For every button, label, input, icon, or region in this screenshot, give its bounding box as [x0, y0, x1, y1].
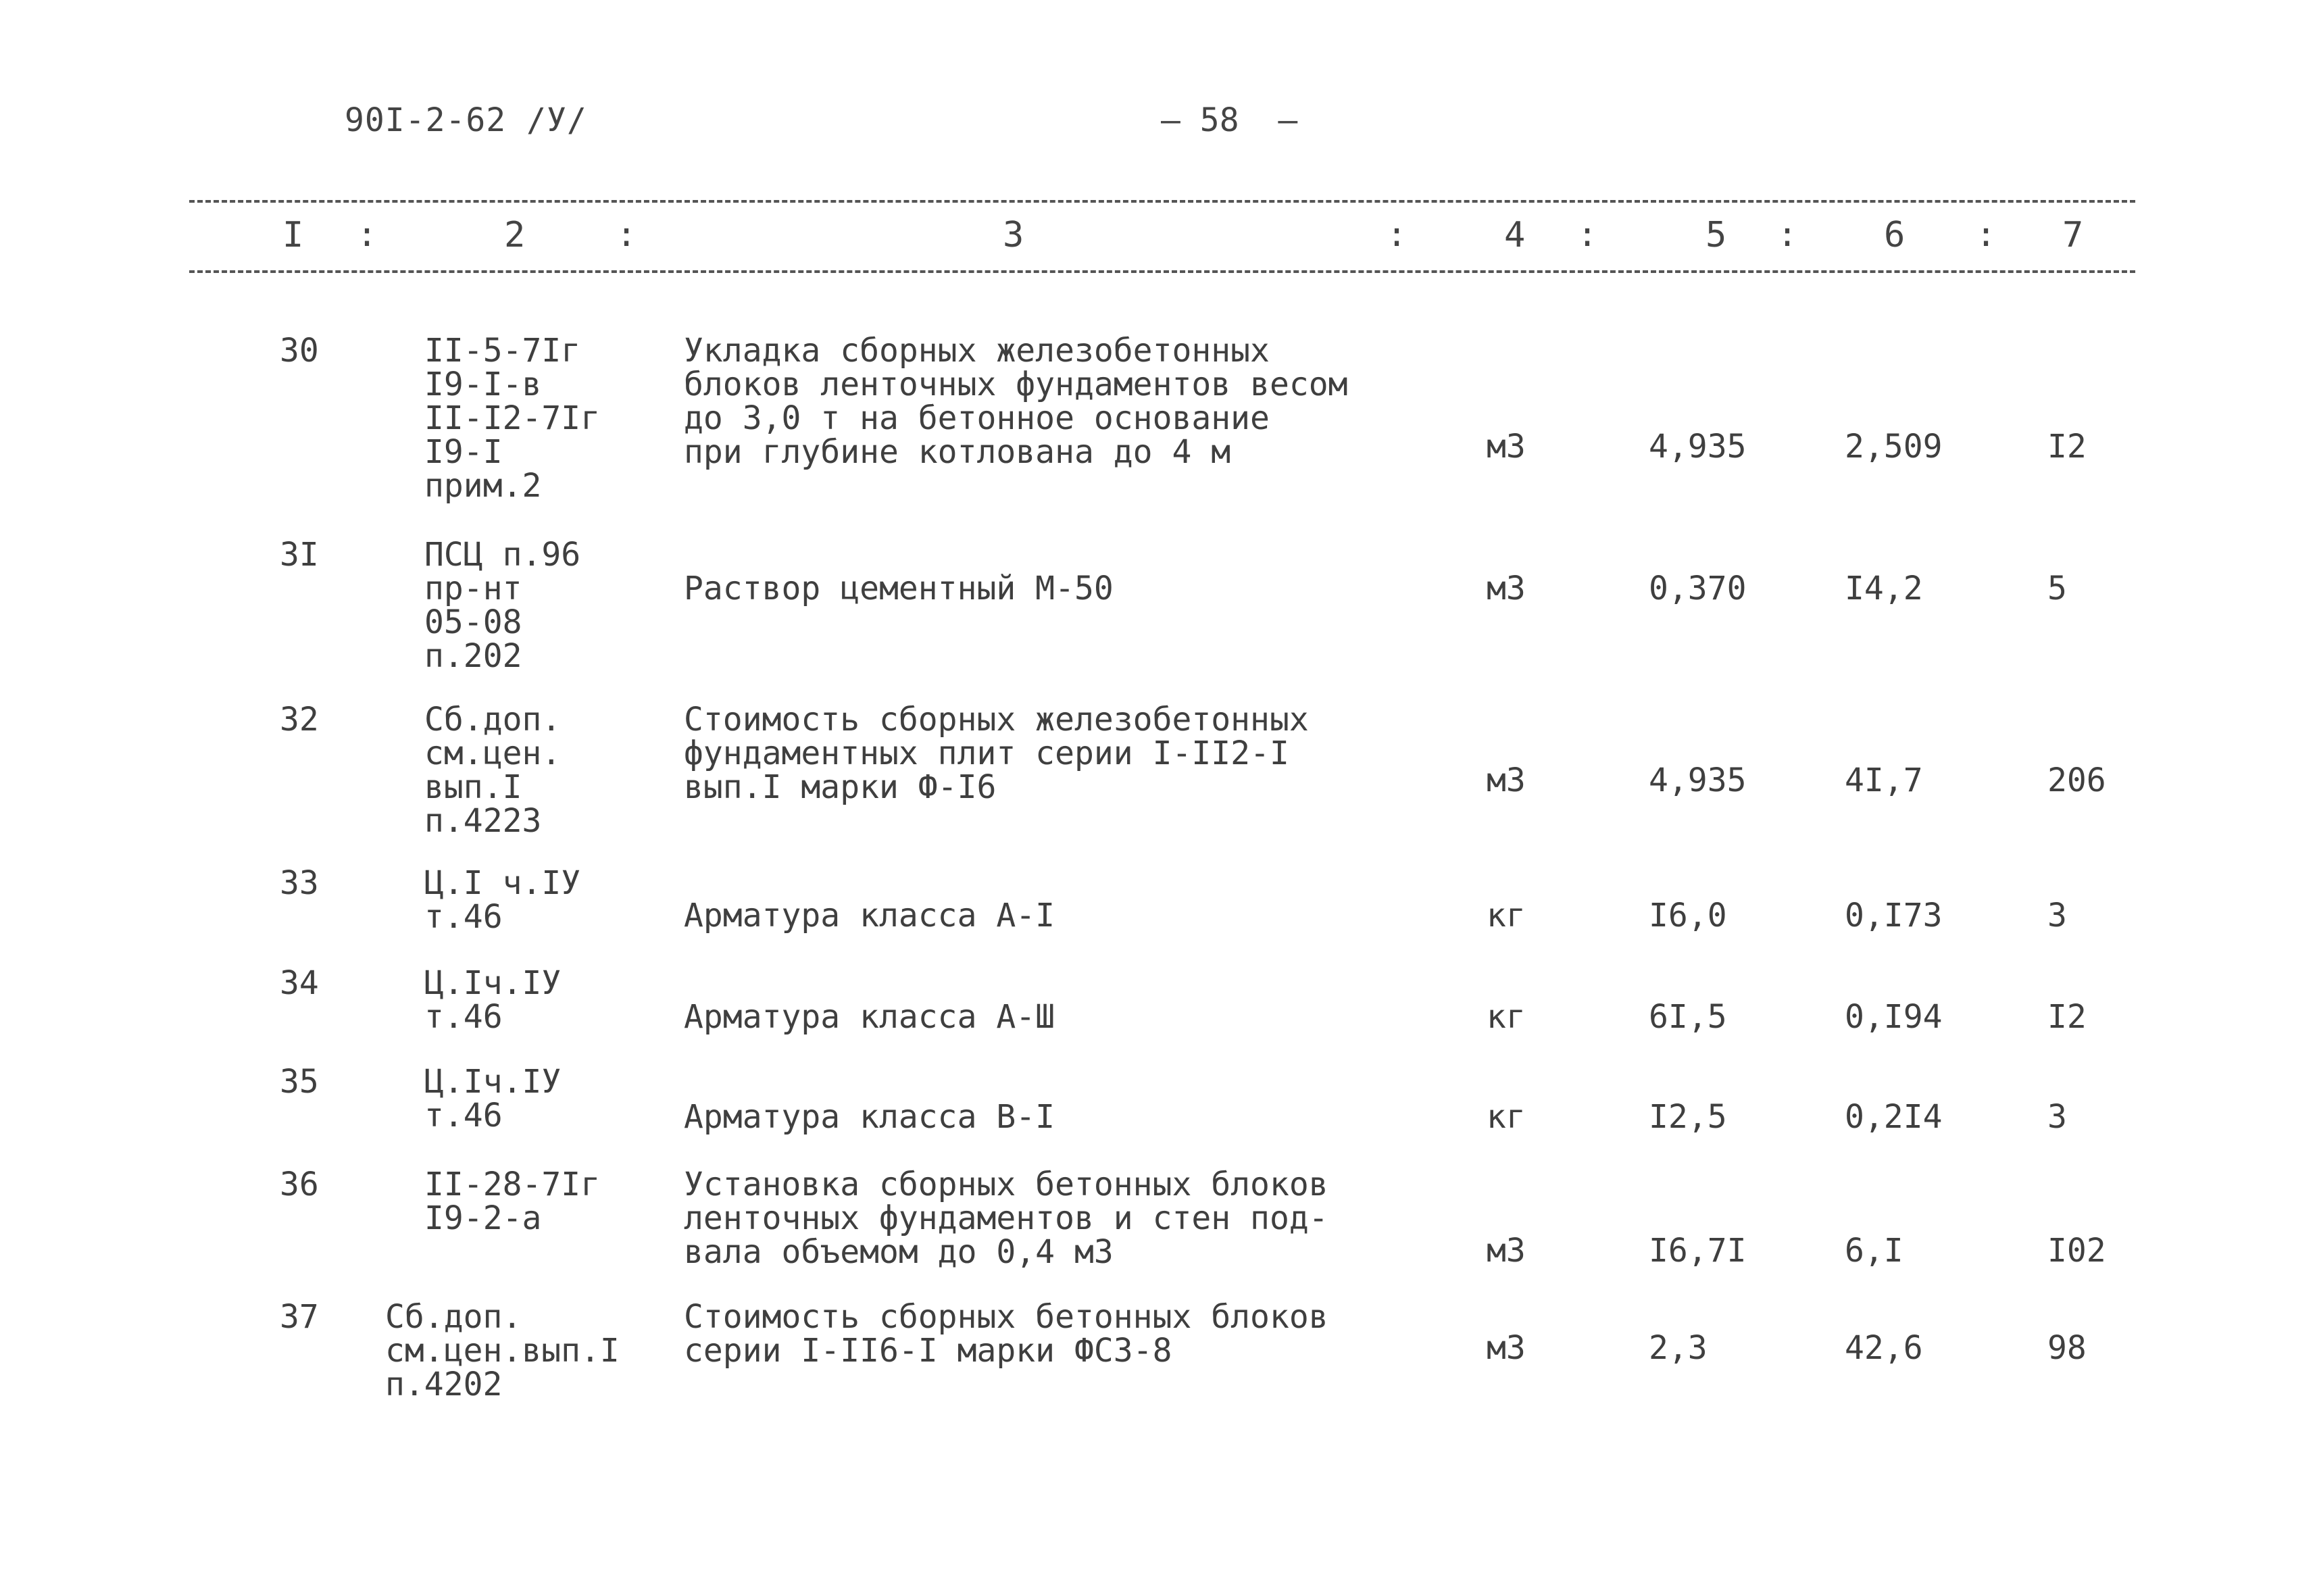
row-number: 37	[280, 1298, 319, 1336]
row-unit-price: 0,2I4	[1845, 1098, 1943, 1136]
row-reference: Ц.I ч.IУ т.46	[424, 864, 581, 936]
row-unit: м3	[1487, 570, 1526, 607]
row-unit: м3	[1487, 1232, 1526, 1270]
row-unit-price: 0,I73	[1845, 897, 1943, 934]
row-description: Арматура класса В-I	[684, 1098, 1055, 1136]
column-separator: :	[1976, 215, 1997, 254]
row-unit-price: 4I,7	[1845, 762, 1923, 799]
row-number: 32	[280, 701, 319, 739]
page-number: – 58 –	[1161, 101, 1298, 139]
column-separator: :	[616, 215, 637, 254]
table-header-bottom-rule	[189, 270, 2135, 273]
row-quantity: I6,7I	[1649, 1232, 1747, 1270]
row-total: 3	[2047, 1098, 2067, 1136]
row-description: Стоимость сборных железобетонных фундаментных плит серии I-II2-I вып.I марки Ф-I6	[684, 701, 1309, 806]
row-quantity: 4,935	[1649, 762, 1747, 799]
column-header-6: 6	[1884, 215, 1906, 255]
row-total: I2	[2047, 428, 2087, 466]
row-unit: м3	[1487, 762, 1526, 799]
row-description: Стоимость сборных бетонных блоков серии I-II6-I марки ФС3-8	[684, 1298, 1328, 1370]
row-unit: кг	[1487, 897, 1526, 934]
row-total: I2	[2047, 998, 2087, 1036]
row-quantity: 4,935	[1649, 428, 1747, 466]
row-number: 36	[280, 1166, 319, 1203]
row-total: 5	[2047, 570, 2067, 607]
row-quantity: 2,3	[1649, 1329, 1708, 1367]
row-reference: II-28-7Iг I9-2-а	[424, 1166, 601, 1237]
column-separator: :	[357, 215, 378, 254]
row-unit-price: 6,I	[1845, 1232, 1903, 1270]
row-reference: Сб.доп. см.цен.вып.I п.4202	[385, 1298, 620, 1403]
row-unit-price: 2,509	[1845, 428, 1943, 466]
column-separator: :	[1777, 215, 1798, 254]
row-reference: ПСЦ п.96 пр-нт 05-08 п.202	[424, 536, 581, 675]
row-description: Раствор цементный М-50	[684, 570, 1114, 607]
row-number: 3I	[280, 536, 319, 574]
row-total: I02	[2047, 1232, 2106, 1270]
row-unit: кг	[1487, 1098, 1526, 1136]
row-number: 35	[280, 1063, 319, 1101]
row-number: 34	[280, 964, 319, 1002]
column-header-4: 4	[1504, 215, 1526, 255]
column-header-2: 2	[504, 215, 526, 255]
column-separator: :	[1387, 215, 1408, 254]
row-unit-price: I4,2	[1845, 570, 1923, 607]
row-unit: м3	[1487, 1329, 1526, 1367]
table-header-top-rule	[189, 200, 2135, 203]
row-number: 30	[280, 332, 319, 370]
row-unit: м3	[1487, 428, 1526, 466]
row-quantity: I6,0	[1649, 897, 1727, 934]
row-unit-price: 0,I94	[1845, 998, 1943, 1036]
row-description: Арматура класса А-Ш	[684, 998, 1055, 1036]
row-reference: Ц.Iч.IУ т.46	[424, 1063, 562, 1134]
row-total: 3	[2047, 897, 2067, 934]
row-description: Арматура класса А-I	[684, 897, 1055, 934]
row-description: Укладка сборных железобетонных блоков ленточных фундаментов весом до 3,0 т на бетонное основание при глубине котлована до 4 м	[684, 332, 1348, 471]
row-quantity: I2,5	[1649, 1098, 1727, 1136]
row-number: 33	[280, 864, 319, 902]
column-header-1: I	[282, 215, 304, 255]
row-reference: Ц.Iч.IУ т.46	[424, 964, 562, 1036]
row-quantity: 0,370	[1649, 570, 1747, 607]
row-reference: II-5-7Iг I9-I-в II-I2-7Iг I9-I прим.2	[424, 332, 601, 505]
row-reference: Сб.доп. см.цен. вып.I п.4223	[424, 701, 562, 840]
row-unit: кг	[1487, 998, 1526, 1036]
column-header-3: 3	[1003, 215, 1024, 255]
row-quantity: 6I,5	[1649, 998, 1727, 1036]
row-total: 206	[2047, 762, 2106, 799]
row-total: 98	[2047, 1329, 2087, 1367]
column-separator: :	[1577, 215, 1598, 254]
row-description: Установка сборных бетонных блоков ленточных фундаментов и стен под- вала объемом до 0,4 м3	[684, 1166, 1328, 1271]
document-code: 90I-2-62 /У/	[345, 101, 587, 139]
column-header-5: 5	[1706, 215, 1727, 255]
column-header-7: 7	[2062, 215, 2084, 255]
row-unit-price: 42,6	[1845, 1329, 1923, 1367]
